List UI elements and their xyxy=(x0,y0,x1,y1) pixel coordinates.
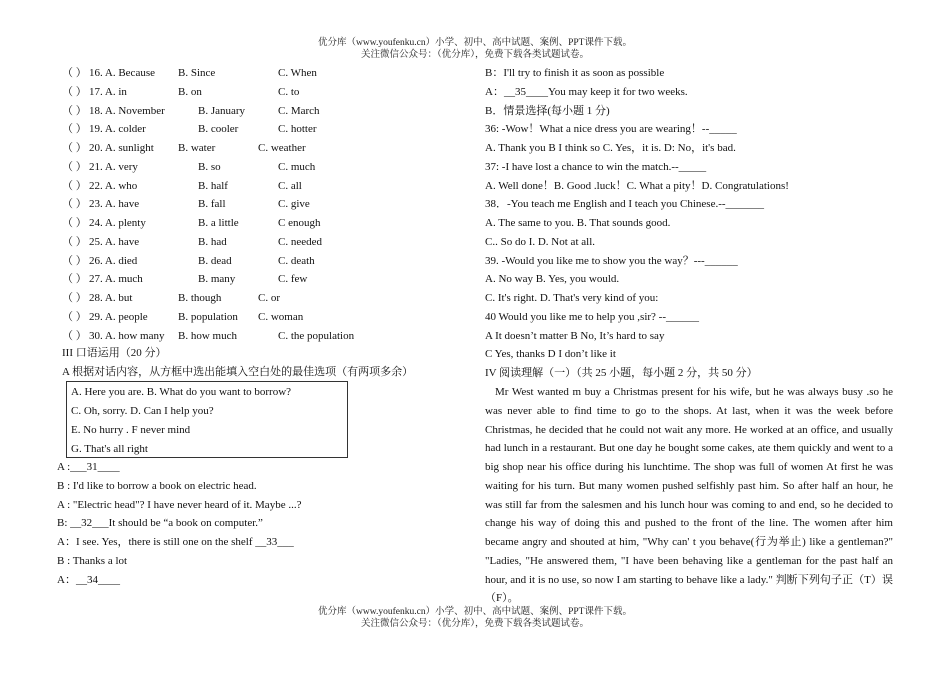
choice-a: 19. A. colder xyxy=(89,123,146,136)
choice-b: B. January xyxy=(198,104,246,117)
choice-c: C. or xyxy=(258,292,280,304)
question-line: A. Thank you B I think so C. Yes，it is. D: No，it's bad. xyxy=(485,142,736,154)
choice-a: 21. A. very xyxy=(89,160,138,173)
answer-blank: （ ） xyxy=(62,198,87,211)
choice-a: 24. A. plenty xyxy=(89,217,146,229)
choice-a: 22. A. who xyxy=(89,179,138,192)
choice-c: C enough xyxy=(278,217,321,229)
page-footer xyxy=(0,606,950,630)
answer-blank: （ ） xyxy=(62,235,87,248)
choice-b: B. population xyxy=(178,310,238,323)
header-line-2: 关注微信公众号：（优分库），免费下载各类试题试卷。 xyxy=(360,50,589,60)
box-line: C. Oh, sorry. D. Can I help you? xyxy=(71,405,214,417)
answer-blank: （ ） xyxy=(62,104,87,117)
choice-b: B. so xyxy=(198,160,221,173)
answer-blank: （ ） xyxy=(62,310,87,323)
choice-b: B. half xyxy=(198,179,228,192)
answer-blank: （ ） xyxy=(62,123,87,136)
dialogue-line: B: __32___It should be “a book on computer.” xyxy=(57,517,263,529)
dialogue-line: A：__34____ xyxy=(57,574,120,586)
question-line: 38．-You teach me English and I teach you Chinese.--_______ xyxy=(485,198,765,211)
dialogue-line: B : Thanks a lot xyxy=(57,555,128,567)
choice-a: 17. A. in xyxy=(89,85,127,98)
answer-blank: （ ） xyxy=(62,292,87,304)
box-line: G. That's all right xyxy=(71,443,148,455)
choice-a: 29. A. people xyxy=(89,310,148,323)
footer-line-1: 优分库（www.youfenku.cn）小学、初中、高中试题、案例、PPT课件下载。 xyxy=(318,607,632,617)
question-line: 36: -Wow！What a nice dress you are wearing！--_____ xyxy=(485,123,737,136)
answer-blank: （ ） xyxy=(62,179,87,192)
choice-a: 28. A. but xyxy=(89,292,133,304)
choice-c: C. woman xyxy=(258,310,304,323)
choice-c: C. few xyxy=(278,273,308,286)
answer-blank: （ ） xyxy=(62,329,87,342)
choice-b: B. dead xyxy=(198,254,232,267)
question-line: 39. -Would you like me to show you the way？---______ xyxy=(485,254,738,267)
answer-blank: （ ） xyxy=(62,254,87,267)
box-line: A. Here you are. B. What do you want to borrow? xyxy=(71,386,292,398)
choice-b: B. a little xyxy=(198,217,239,229)
choice-c: C. weather xyxy=(258,142,306,154)
page-header xyxy=(0,37,950,61)
choice-a: 16. A. Because xyxy=(89,67,155,79)
choice-c: C. much xyxy=(278,160,316,173)
question-line: A It doesn’t matter B No, It’s hard to say xyxy=(485,329,665,342)
choice-b: B. on xyxy=(178,85,202,98)
reading-passage: Mr West wanted m buy a Christmas present for his wife, but he was always busy .so he was never able to find time to go to the shops. At last, when it was the week before Christmas, he decided that he could not wait any more. He worked at an office, and usually had lunch in a restaurant. But one day he bought some cakes, ate them quickly and went to a big shop near his office during his lunchtime. The shop was full of women At first he was waiting for his turn. But many women pushed selfishly past him. So after half an hour, he was still far from the salesmen and his lunch hour was coming to and end, so he decided to change his way of doing this and pushed to the front of the line. The women after him became angry and shouted at him, "Why can' t you behave(行为举止) like a gentleman?" "Ladies, "He answered them, "I have been behaving like a gentleman for the past half an hour, and it is no use, so now I am starting to behave like a lady." 判断下列句子正（T）误（F）。 xyxy=(485,386,893,605)
section-3-title: III 口语运用（20 分） xyxy=(62,347,167,359)
answer-blank: （ ） xyxy=(62,142,87,154)
dialogue-line: A：I see. Yes，there is still one on the shelf __33___ xyxy=(57,536,294,548)
question-line: A. No way B. Yes, you would. xyxy=(485,273,620,286)
question-line: C.. So do I. D. Not at all. xyxy=(485,235,595,248)
question-line: B：I'll try to finish it as soon as possible xyxy=(485,67,665,79)
choice-a: 27. A. much xyxy=(89,273,143,286)
header-line-1: 优分库（www.youfenku.cn）小学、初中、高中试题、案例、PPT课件下载。 xyxy=(318,38,632,48)
question-line: A. The same to you. B. That sounds good. xyxy=(485,217,671,229)
choice-b: B. had xyxy=(198,235,227,248)
choice-b: B. how much xyxy=(178,329,237,342)
choice-b: B. many xyxy=(198,273,236,286)
choice-c: C. all xyxy=(278,179,302,192)
question-line: A：__35____You may keep it for two weeks. xyxy=(485,85,688,98)
choice-c: C. to xyxy=(278,85,300,98)
choice-b: B. water xyxy=(178,142,216,154)
dialogue-line: A :___31____ xyxy=(57,461,120,473)
choice-a: 23. A. have xyxy=(89,198,140,211)
question-line: IV 阅读理解（一）（共 25 小题，每小题 2 分，共 50 分） xyxy=(485,367,758,379)
choice-b: B. fall xyxy=(198,198,226,211)
choice-a: 20. A. sunlight xyxy=(89,142,154,154)
choice-a: 26. A. died xyxy=(89,254,138,267)
box-line: E. No hurry . F never mind xyxy=(71,424,191,436)
choice-a: 18. A. November xyxy=(89,104,165,117)
question-line: 40 Would you like me to help you ,sir? --______ xyxy=(485,310,699,323)
answer-blank: （ ） xyxy=(62,217,87,229)
question-line: C. It's right. D. That's very kind of you: xyxy=(485,292,659,304)
choice-c: C. the population xyxy=(278,329,355,342)
answer-blank: （ ） xyxy=(62,273,87,286)
dialogue-line: A : "Electric head"? I have never heard of it. Maybe ...? xyxy=(57,499,302,511)
question-line: C Yes, thanks D I don’t like it xyxy=(485,348,616,361)
dialogue-line: B : I'd like to borrow a book on electric head. xyxy=(57,480,257,492)
choice-c: C. needed xyxy=(278,235,322,248)
choice-a: 30. A. how many xyxy=(89,329,165,342)
question-line: A. Well done！B. Good .luck！C. What a pity！D. Congratulations! xyxy=(485,179,789,192)
choice-c: C. give xyxy=(278,198,310,211)
question-line: 37: -I have lost a chance to win the match.--_____ xyxy=(485,160,707,173)
answer-blank: （ ） xyxy=(62,67,87,79)
footer-line-2: 关注微信公众号：（优分库），免费下载各类试题试卷。 xyxy=(360,619,589,629)
choice-a: 25. A. have xyxy=(89,235,140,248)
choice-c: C. When xyxy=(278,67,317,79)
choice-c: C. death xyxy=(278,254,315,267)
choice-b: B. though xyxy=(178,292,222,304)
choice-b: B. Since xyxy=(178,67,216,79)
question-line: B．情景选择(每小题 1 分) xyxy=(485,104,610,117)
choice-b: B. cooler xyxy=(198,123,239,136)
options-box xyxy=(66,381,348,458)
answer-blank: （ ） xyxy=(62,160,87,173)
answer-blank: （ ） xyxy=(62,85,87,98)
section-3-instruction: A 根据对话内容，从方框中选出能填入空白处的最佳选项（有两项多余） xyxy=(62,366,414,378)
choice-c: C. hotter xyxy=(278,123,317,136)
choice-c: C. March xyxy=(278,104,320,117)
